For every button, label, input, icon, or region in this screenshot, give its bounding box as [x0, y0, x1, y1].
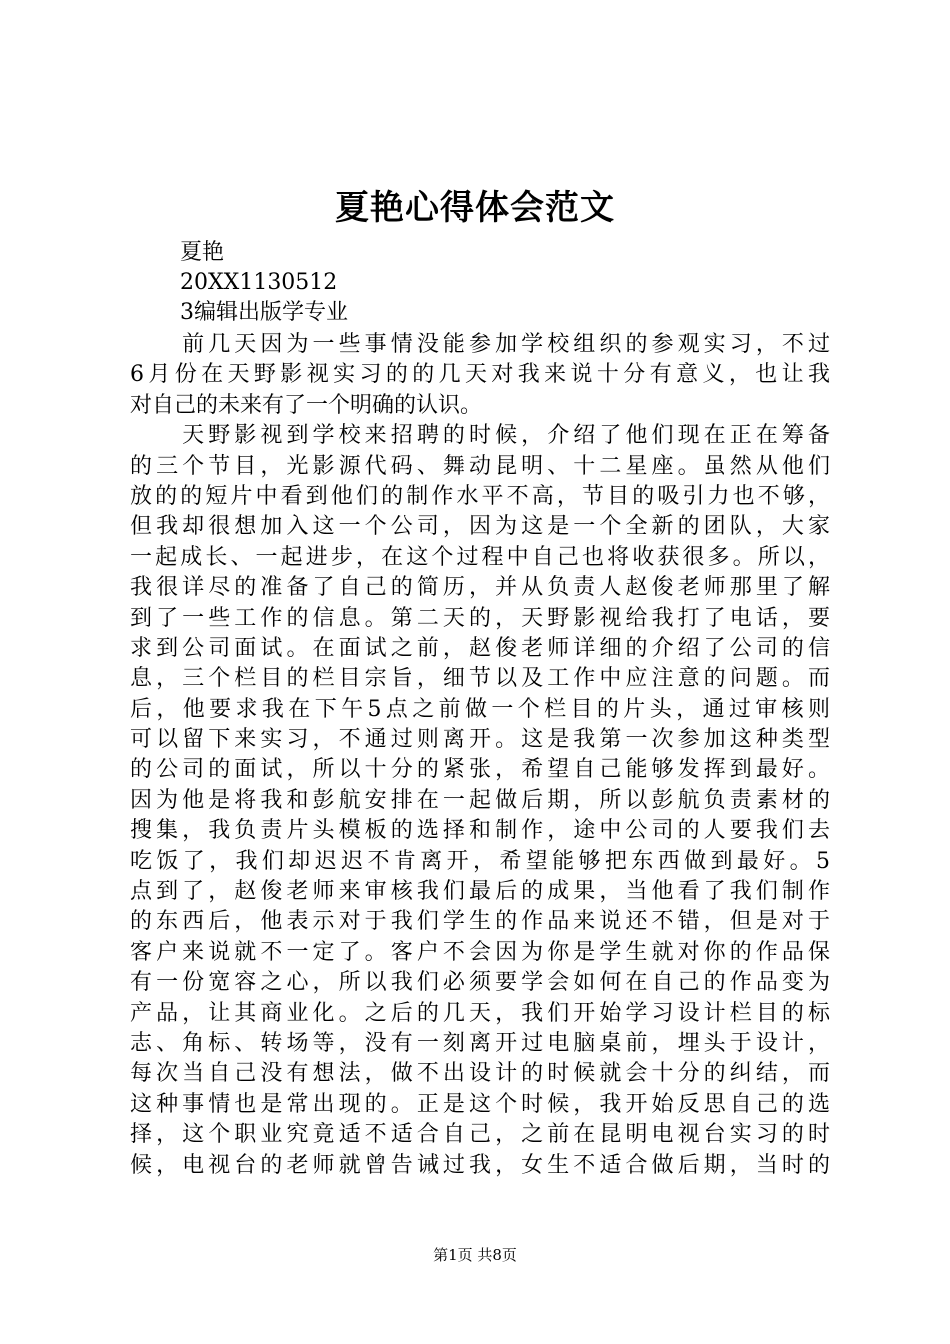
body-line: 可以留下来实习，不通过则离开。这是我第一次参加这种类型: [130, 727, 830, 753]
body-line: 放的的短片中看到他们的制作水平不高，节目的吸引力也不够，: [130, 483, 830, 509]
body-line: 一起成长、一起进步，在这个过程中自己也将收获很多。所以，: [130, 544, 830, 570]
body-line: 我很详尽的准备了自己的简历，并从负责人赵俊老师那里了解: [130, 575, 830, 601]
body-line: 搜集，我负责片头模板的选择和制作，途中公司的人要我们去: [130, 818, 830, 844]
body-line: 后，他要求我在下午5点之前做一个栏目的片头，通过审核则: [130, 696, 830, 722]
body-text: [130, 330, 830, 1181]
body-line: 志、角标、转场等，没有一刻离开过电脑桌前，埋头于设计，: [130, 1030, 830, 1056]
body-line: 的东西后，他表示对于我们学生的作品来说还不错，但是对于: [130, 909, 830, 935]
major-line: 3编辑出版学专业: [180, 300, 348, 325]
body-line: 客户来说就不一定了。客户不会因为你是学生就对你的作品保: [130, 939, 830, 965]
body-line: 因为他是将我和彭航安排在一起做后期，所以彭航负责素材的: [130, 787, 830, 813]
body-line: 择，这个职业究竟适不适合自己，之前在昆明电视台实习的时: [130, 1122, 830, 1148]
body-line: 点到了，赵俊老师来审核我们最后的成果，当他看了我们制作: [130, 879, 830, 905]
author-name: 夏艳: [180, 240, 225, 265]
student-id: 20XX1130512: [180, 270, 338, 295]
body-line: 吃饭了，我们却迟迟不肯离开，希望能够把东西做到最好。5: [130, 848, 830, 874]
body-line: 有一份宽容之心，所以我们必须要学会如何在自己的作品变为: [130, 970, 830, 996]
body-line: 息，三个栏目的栏目宗旨，细节以及工作中应注意的问题。而: [130, 666, 830, 692]
body-line: 候，电视台的老师就曾告诫过我，女生不适合做后期，当时的: [130, 1152, 830, 1178]
body-line: 产品，让其商业化。之后的几天，我们开始学习设计栏目的标: [130, 1000, 830, 1026]
body-line: 对自己的未来有了一个明确的认识。: [130, 392, 483, 418]
body-line: 但我却很想加入这一个公司，因为这是一个全新的团队，大家: [130, 514, 830, 540]
body-line: 6月份在天野影视实习的的几天对我来说十分有意义，也让我: [130, 362, 830, 388]
body-line: 天野影视到学校来招聘的时候，介绍了他们现在正在筹备: [130, 423, 830, 449]
body-line: 的三个节目，光影源代码、舞动昆明、十二星座。虽然从他们: [130, 453, 830, 479]
body-line: 每次当自己没有想法，做不出设计的时候就会十分的纠结，而: [130, 1061, 830, 1087]
document-title: 夏艳心得体会范文: [335, 188, 615, 228]
body-line: 到了一些工作的信息。第二天的，天野影视给我打了电话，要: [130, 605, 830, 631]
body-line: 的公司的面试，所以十分的紧张，希望自己能够发挥到最好。: [130, 757, 830, 783]
page-footer: 第1页 共8页: [433, 1246, 517, 1264]
body-line: 前几天因为一些事情没能参加学校组织的参观实习，不过: [130, 332, 830, 357]
body-line: 这种事情也是常出现的。正是这个时候，我开始反思自己的选: [130, 1091, 830, 1117]
body-line: 求到公司面试。在面试之前，赵俊老师详细的介绍了公司的信: [130, 635, 830, 661]
